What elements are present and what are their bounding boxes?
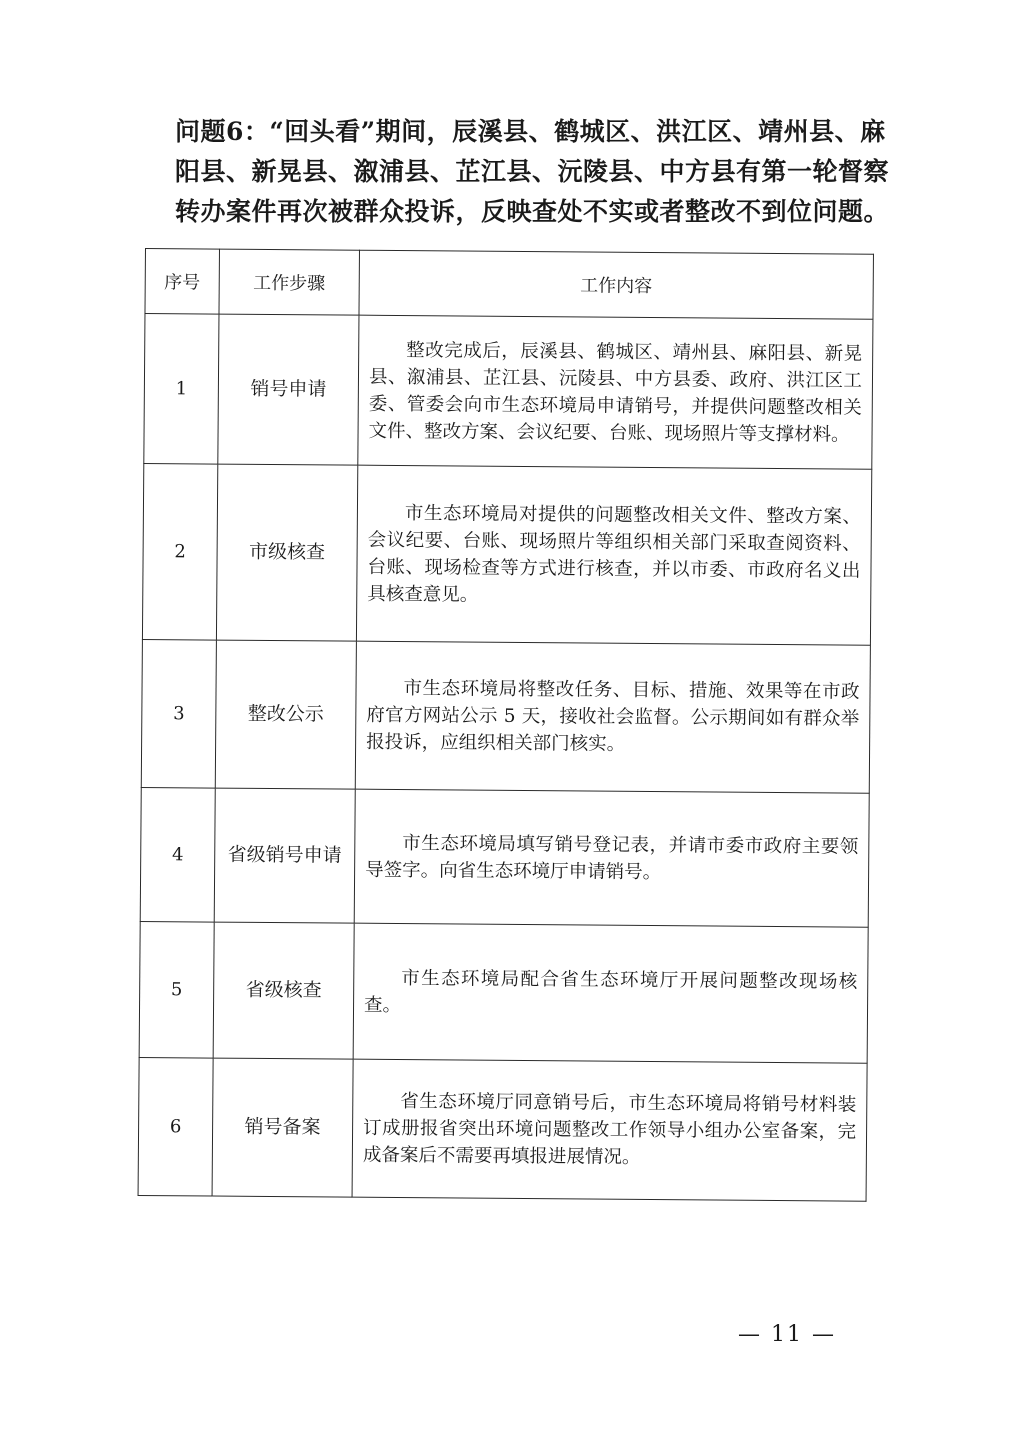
work-steps-table-wrapper: [138, 248, 873, 1202]
row-num: 5: [139, 921, 214, 1058]
row-num: 4: [140, 787, 215, 922]
row-num: 6: [138, 1057, 213, 1196]
work-steps-table: [138, 248, 874, 1202]
problem-heading: 问题6：“回头看”期间，辰溪县、鹤城区、洪江区、靖州县、麻阳县、新晃县、溆浦县、芷江县、沅陵县、中方县有第一轮督察转办案件再次被群众投诉，反映查处不实或者整改不到位问题。: [175, 117, 890, 226]
table-row: [142, 463, 871, 645]
table-row: [144, 314, 873, 470]
table-header-row: [145, 249, 873, 320]
row-content: 省生态环境厅同意销号后，市生态环境局将销号材料装订成册报省突出环境问题整改工作领导小组办公室备案，完成备案后不需要再填报进展情况。: [352, 1059, 867, 1201]
table-row: [141, 639, 870, 793]
table-row: [138, 1057, 867, 1201]
row-content: 市生态环境局对提供的问题整改相关文件、整改方案、会议纪要、台账、现场照片等组织相关部门采取查阅资料、台账、现场检查等方式进行核查，并以市委、市政府名义出具核查意见。: [356, 465, 871, 645]
table-row: [140, 787, 869, 927]
row-num: 1: [144, 314, 219, 465]
row-step: 销号申请: [218, 314, 359, 465]
row-content: 整改完成后，辰溪县、鹤城区、靖州县、麻阳县、新晃县、溆浦县、芷江县、沅陵县、中方县委、政府、洪江区工委、管委会向市生态环境局申请销号，并提供问题整改相关文件、整改方案、会议纪要、台账、现场照片等支撑材料。: [358, 315, 873, 469]
row-content: 市生态环境局配合省生态环境厅开展问题整改现场核查。: [353, 923, 868, 1063]
row-step: 整改公示: [215, 640, 356, 789]
header-step: 工作步骤: [219, 249, 360, 315]
page-number: — 11 —: [738, 1322, 836, 1347]
table-row: [139, 921, 868, 1063]
header-content: 工作内容: [359, 250, 873, 319]
row-content: 市生态环境局填写销号登记表，并请市委市政府主要领导签字。向省生态环境厅申请销号。: [354, 789, 869, 927]
row-step: 销号备案: [212, 1058, 353, 1197]
row-step: 省级销号申请: [214, 788, 355, 923]
header-num: 序号: [145, 249, 220, 315]
row-num: 3: [141, 639, 216, 788]
row-content: 市生态环境局将整改任务、目标、措施、效果等在市政府官方网站公示 5 天，接收社会监督。公示期间如有群众举报投诉，应组织相关部门核实。: [355, 641, 870, 793]
row-num: 2: [142, 463, 217, 640]
row-step: 省级核查: [213, 922, 354, 1059]
row-step: 市级核查: [216, 464, 357, 641]
